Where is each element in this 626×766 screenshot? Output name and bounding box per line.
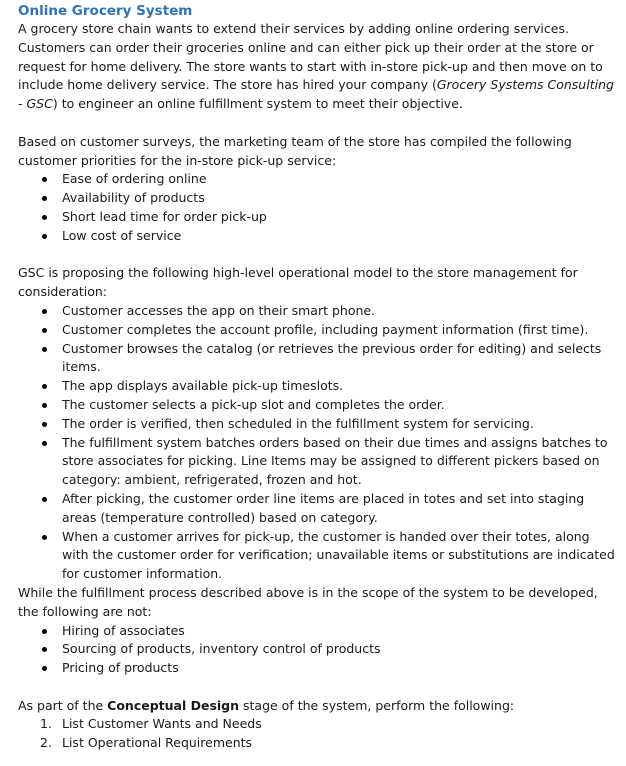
scope-intro: While the fulfillment process described above is in the scope of the system to be developed, the following are not: xyxy=(18,584,598,619)
task-prefix: As part of the xyxy=(18,697,108,713)
intro-text-part1: A grocery store chain wants to extend their services by adding online ordering services. Customers can order their groceries online and can either pick up their order at the store or request for home delivery. The store wants to start with in-store pick-up and then move on to include home delivery service. The store has hired your company ( xyxy=(18,21,603,93)
spacer xyxy=(18,114,618,133)
intro-paragraph xyxy=(18,20,618,114)
scope-list xyxy=(18,622,618,678)
list-item: Sourcing of products, inventory control of products xyxy=(62,640,618,659)
list-item-text: List Customer Wants and Needs xyxy=(62,716,262,732)
list-item: Customer accesses the app on their smart phone. xyxy=(62,302,618,321)
list-number: 1. xyxy=(40,716,52,732)
list-item: Customer browses the catalog (or retrieves the previous order for editing) and selects items. xyxy=(62,340,618,378)
list-item: Short lead time for order pick-up xyxy=(62,208,618,227)
list-item xyxy=(40,715,618,734)
list-item: After picking, the customer order line items are placed in totes and set into staging areas (temperature controlled) based on category. xyxy=(62,490,618,528)
priorities-intro: Based on customer surveys, the marketing team of the store has compiled the following customer priorities for the in-store pick-up service: xyxy=(18,133,572,168)
list-item: When a customer arrives for pick-up, the customer is handed over their totes, along with the customer order for verification; unavailable items or substitutions are indicated for customer information. xyxy=(62,528,618,584)
list-item: The customer selects a pick-up slot and completes the order. xyxy=(62,396,618,415)
spacer xyxy=(18,678,618,697)
intro-text-part2: ) to engineer an online fulfillment system to meet their objective. xyxy=(52,96,463,112)
model-list xyxy=(18,302,618,584)
list-number: 2. xyxy=(40,735,52,751)
document-title: Online Grocery System xyxy=(18,3,193,19)
list-item: Customer completes the account profile, including payment information (first time). xyxy=(62,321,618,340)
priorities-list xyxy=(18,170,618,245)
list-item: Ease of ordering online xyxy=(62,170,618,189)
list-item: Availability of products xyxy=(62,189,618,208)
task-intro xyxy=(18,697,618,716)
list-item: Low cost of service xyxy=(62,227,618,246)
list-item-text: List Operational Requirements xyxy=(62,735,253,751)
list-item xyxy=(40,734,618,753)
list-item: Hiring of associates xyxy=(62,622,618,641)
model-intro: GSC is proposing the following high-level operational model to the store management for consideration: xyxy=(18,265,578,300)
list-item: The app displays available pick-up timeslots. xyxy=(62,377,618,396)
list-item: The fulfillment system batches orders based on their due times and assigns batches to store associates for picking. Line Items may be assigned to different pickers based on category: ambient, refrigerated, frozen and hot. xyxy=(62,434,618,490)
list-item: The order is verified, then scheduled in the fulfillment system for servicing. xyxy=(62,415,618,434)
task-suffix: stage of the system, perform the following: xyxy=(239,697,515,713)
task-list xyxy=(18,715,618,753)
spacer xyxy=(18,246,618,265)
company-name: Grocery Systems Consulting - GSC xyxy=(18,77,614,112)
task-stage: Conceptual Design xyxy=(107,697,240,713)
list-item: Pricing of products xyxy=(62,659,618,678)
